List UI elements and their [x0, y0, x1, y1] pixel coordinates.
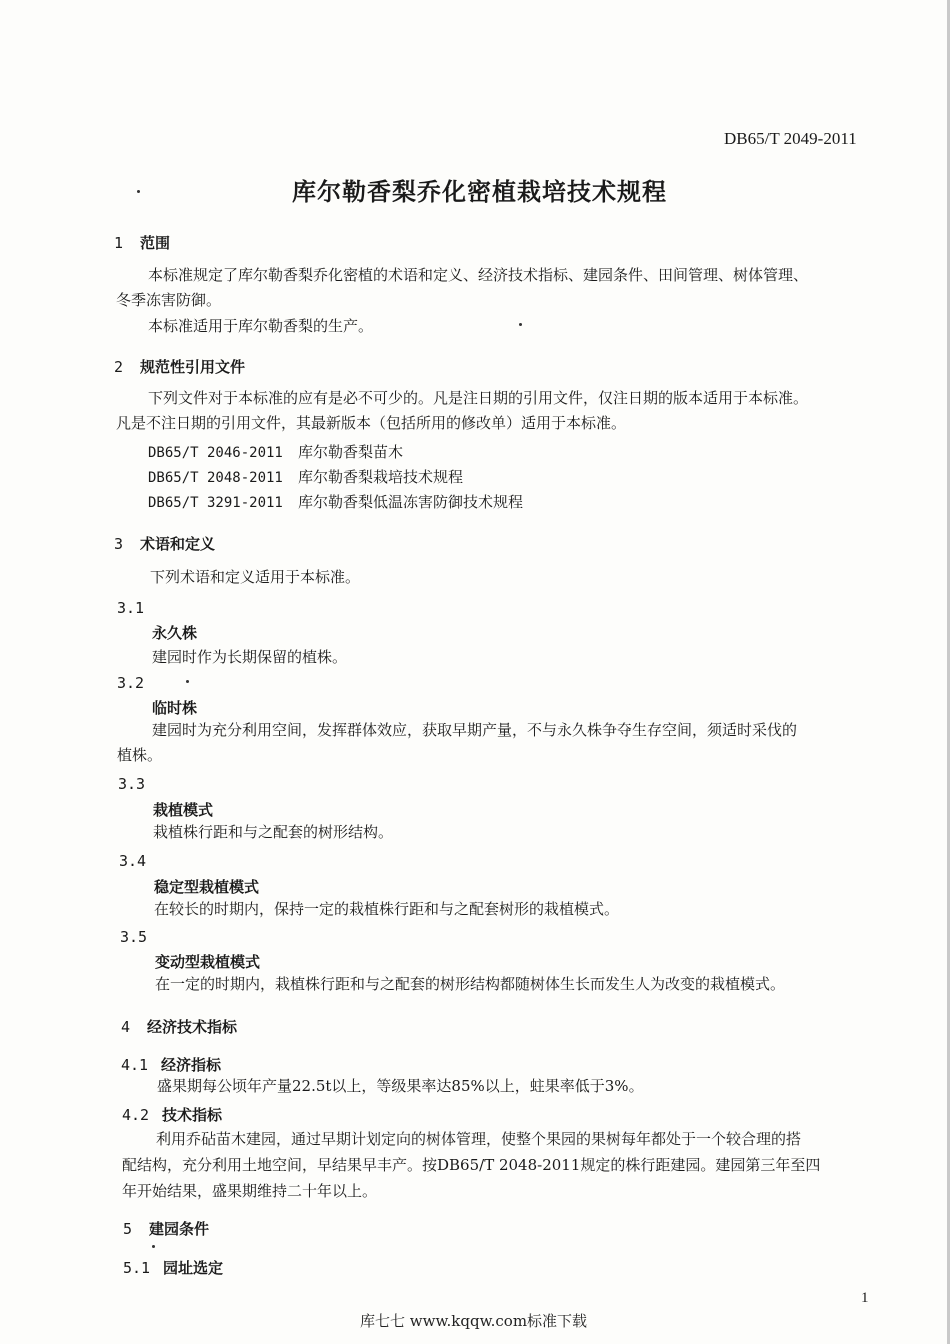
term-definition: 栽植株行距和与之配套的树形结构。 [153, 823, 394, 841]
subsection-number: 4.1 [121, 1056, 149, 1074]
subsection-5-1-heading [123, 1257, 223, 1278]
subsection-4-2-heading [122, 1104, 222, 1125]
term-name: 稳定型栽植模式 [154, 878, 260, 896]
term-name: 临时株 [152, 699, 198, 717]
paragraph: 盛果期每公顷年产量22.5t以上，等级果率达85%以上，蛀果率低于3%。 [157, 1077, 644, 1095]
section-number: 2 [114, 358, 124, 376]
term-definition: 在较长的时期内，保持一定的栽植株行距和与之配套树形的栽植模式。 [154, 900, 620, 918]
reference-code: DB65/T 2046-2011 [148, 445, 283, 461]
section-number: 3 [114, 535, 124, 553]
paragraph: 年开始结果，盛果期维持二十年以上。 [122, 1182, 378, 1200]
term-name: 栽植模式 [153, 801, 214, 819]
subsection-number: 5.1 [123, 1259, 151, 1277]
paragraph: 配结构，充分利用土地空间，早结果早丰产。按DB65/T 2048-2011规定的株行距建园。建园第三年至四 [122, 1156, 821, 1174]
subsection-number: 4.2 [122, 1106, 150, 1124]
subsection-title: 技术指标 [162, 1106, 223, 1124]
paragraph: 冬季冻害防御。 [116, 291, 222, 309]
reference-name: 库尔勒香梨低温冻害防御技术规程 [298, 493, 524, 511]
term-name: 永久株 [152, 624, 198, 642]
term-definition: 植株。 [117, 746, 163, 764]
section-number: 1 [114, 234, 124, 252]
section-title: 规范性引用文件 [140, 358, 246, 376]
term-definition: 在一定的时期内，栽植株行距和与之配套的树形结构都随树体生长而发生人为改变的栽植模式。 [155, 975, 786, 993]
term-definition: 建园时为充分利用空间，发挥群体效应，获取早期产量，不与永久株争夺生存空间，须适时采伐的 [152, 721, 798, 739]
reference-item [148, 466, 463, 487]
term-number: 3.5 [120, 928, 148, 946]
section-1-heading [114, 232, 170, 253]
paragraph: 凡是不注日期的引用文件，其最新版本（包括所用的修改单）适用于本标准。 [116, 414, 627, 432]
paragraph: 利用乔砧苗木建园，通过早期计划定向的树体管理，使整个果园的果树每年都处于一个较合理的搭 [156, 1130, 802, 1148]
paragraph: 下列文件对于本标准的应有是必不可少的。凡是注日期的引用文件，仅注日期的版本适用于本标准。 [148, 389, 809, 407]
scan-speck [519, 323, 522, 326]
term-number: 3.3 [118, 775, 146, 793]
paragraph: 本标准适用于库尔勒香梨的生产。 [148, 317, 374, 335]
term-name: 变动型栽植模式 [155, 953, 261, 971]
section-4-heading [121, 1016, 237, 1037]
subsection-title: 经济指标 [161, 1056, 222, 1074]
scan-speck [186, 680, 189, 683]
paragraph: 本标准规定了库尔勒香梨乔化密植的术语和定义、经济技术指标、建园条件、田间管理、树体管理、 [148, 266, 809, 284]
reference-code: DB65/T 3291-2011 [148, 495, 283, 511]
term-number: 3.1 [117, 599, 145, 617]
term-number: 3.2 [117, 674, 145, 692]
term-number: 3.4 [119, 852, 147, 870]
scan-speck [137, 190, 140, 193]
subsection-title: 园址选定 [163, 1259, 224, 1277]
reference-item [148, 491, 523, 512]
scan-speck [152, 1245, 155, 1248]
section-title: 范围 [140, 234, 171, 252]
standard-code: DB65/T 2049-2011 [724, 129, 857, 148]
page-number: 1 [861, 1290, 869, 1306]
footer-watermark: 库七七 www.kqqw.com标准下载 [360, 1312, 588, 1330]
reference-name: 库尔勒香梨苗木 [298, 443, 404, 461]
section-5-heading [123, 1218, 209, 1239]
section-2-heading [114, 356, 245, 377]
section-title: 经济技术指标 [147, 1018, 238, 1036]
document-title: 库尔勒香梨乔化密植栽培技术规程 [292, 178, 667, 206]
paragraph: 下列术语和定义适用于本标准。 [150, 568, 361, 586]
section-title: 术语和定义 [140, 535, 216, 553]
section-number: 4 [121, 1018, 131, 1036]
term-definition: 建园时作为长期保留的植株。 [152, 648, 348, 666]
section-title: 建园条件 [149, 1220, 210, 1238]
section-3-heading [114, 533, 215, 554]
subsection-4-1-heading [121, 1054, 221, 1075]
reference-name: 库尔勒香梨栽培技术规程 [298, 468, 464, 486]
reference-item [148, 441, 403, 462]
section-number: 5 [123, 1220, 133, 1238]
reference-code: DB65/T 2048-2011 [148, 470, 283, 486]
